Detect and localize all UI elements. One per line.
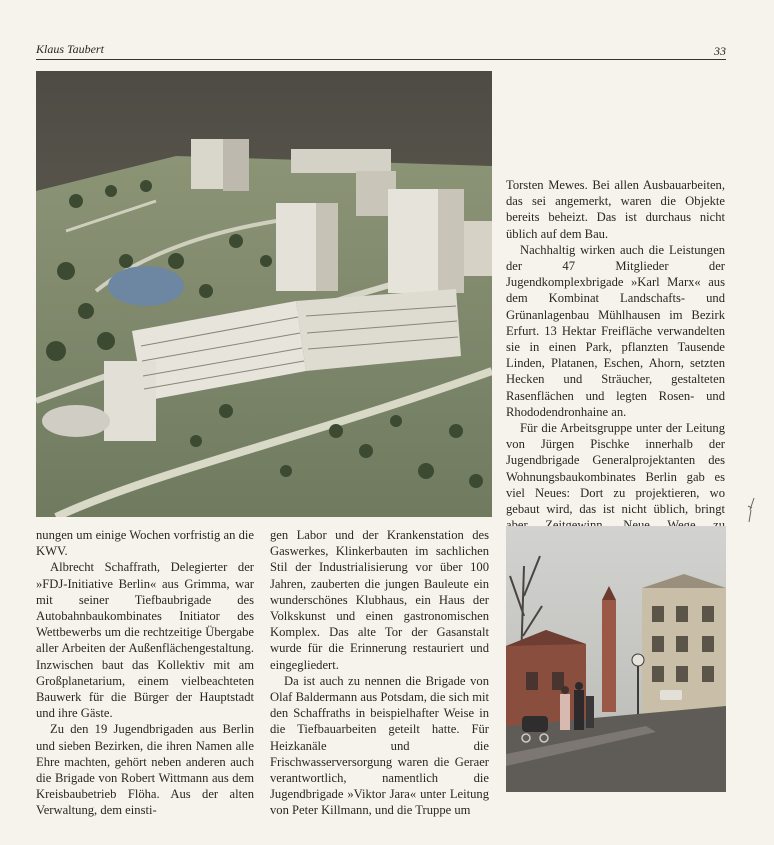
header-rule (36, 59, 726, 60)
paragraph: Zu den 19 Jugendbrigaden aus Berlin und sieben Bezirken, die ihren Namen alle Ehre machten, gehört neben anderen auch die Brigade von Robert Wittmann aus dem Kreisbaubetrieb Flöha. Aus der alten Verwaltung, dem einsti- (36, 722, 254, 818)
pencil-mark-icon (744, 496, 758, 524)
text-column-middle (270, 527, 489, 819)
street-scene-illustration (506, 526, 726, 792)
paragraph: Nachhaltig wirken auch die Leistungen der 47 Mitglieder der Jugendkomplexbrigade »Karl Marx« aus dem Kombinat Landschafts- und Grünanlagenbau Mühlhausen im Bezirk Erfurt. 13 Hektar Freifläche verwandelten sie in einen Park, pflanzten Tausende Linden, Platanen, Eschen, Ahorn, setzten Hecken und Sträucher, gestalteten Rasenflächen und legten Rosen- und Rhododendronhaine an. (506, 242, 725, 419)
architecture-model-photo (36, 71, 492, 517)
paragraph: gen Labor und der Krankenstation des Gaswerkes, Klinkerbauten im sachlichen Stil der Industrialisierung vor über 100 Jahren, zauberten die jungen Bauleute ein wunderschönes Klubhaus, ein Haus der Volkskunst und einen gastronomischen Komplex. Das alte Tor der Gasanstalt wurde für die Erinnerung restauriert und eingegliedert. (270, 528, 489, 672)
running-head-author: Klaus Taubert (36, 42, 104, 56)
text-column-right (506, 177, 725, 550)
page-number: 33 (714, 44, 726, 58)
paragraph: nungen um einige Wochen vorfristig an die KWV. (36, 528, 254, 559)
architecture-model-illustration (36, 71, 492, 517)
text-column-left (36, 527, 254, 819)
paragraph: Da ist auch zu nennen die Brigade von Olaf Baldermann aus Potsdam, die sich mit den Schaffraths in beispielhafter Weise in die Tiefbauarbeiten geteilt hatte. Für Heizkanäle und die Frischwasserversorgung waren die Geraer verantwortlich, namentlich die Jugendbrigade »Viktor Jara« unter Leitung von Peter Killmann, und die Truppe um (270, 673, 489, 818)
paragraph: Torsten Mewes. Bei allen Ausbauarbeiten, das sei angemerkt, waren die Objekte bereits beheizt. Das ist durchaus nicht üblich auf dem Bau. (506, 178, 725, 241)
paragraph: Albrecht Schaffrath, Delegierter der »FDJ-Initiative Berlin« aus Grimma, war mit seiner Tiefbaubrigade des Autobahnbaukombinates Initiator des Wettbewerbs um die rechtzeitige Übergabe aller Arbeiten der Außenflächengestaltung. Inzwischen baut das Kollektiv mit am Großplanetarium, einem vielbeachteten Bauwerk für die Bürger der Hauptstadt und ihre Gäste. (36, 560, 254, 721)
paragraph: Für die Arbeitsgruppe unter der Leitung von Jürgen Pischke innerhalb der Jugendbrigade Generalprojektanten des Wohnungsbaukombinates Berlin gab es viel Neues: Dort zu projektieren, wo gebaut wird, das ist nicht üblich, bringt (506, 421, 725, 517)
street-scene-photo (506, 526, 726, 792)
